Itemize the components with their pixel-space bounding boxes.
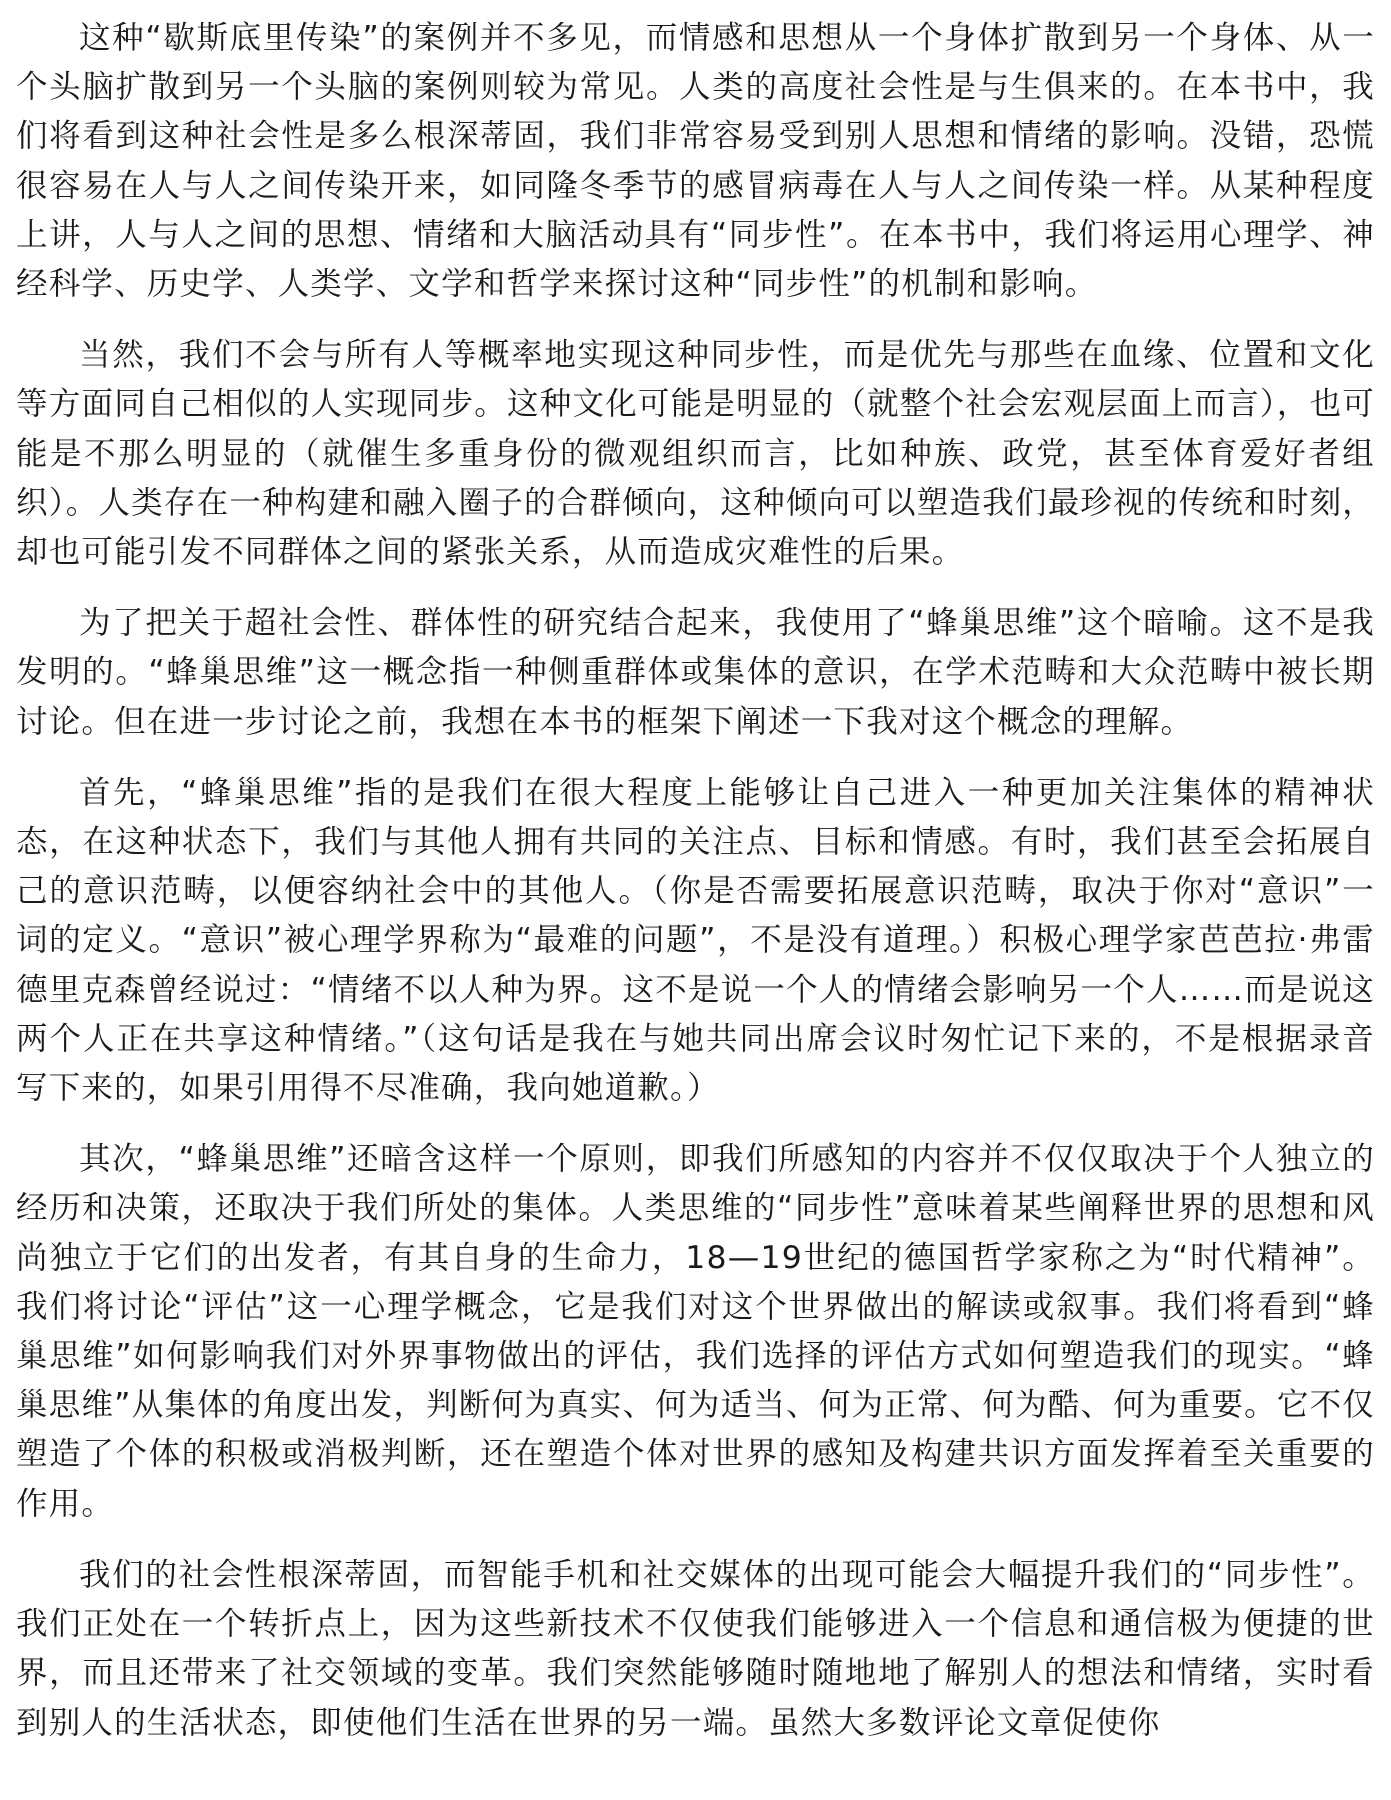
paragraph-3: 为了把关于超社会性、群体性的研究结合起来，我使用了“蜂巢思维”这个暗喻。这不是我发明的。“蜂巢思维”这一概念指一种侧重群体或集体的意识，在学术范畴和大众范畴中被长期讨论。但在进一步讨论之前，我想在本书的框架下阐述一下我对这个概念的理解。 xyxy=(16,605,1375,740)
paragraph-6: 我们的社会性根深蒂固，而智能手机和社交媒体的出现可能会大幅提升我们的“同步性”。我们正处在一个转折点上，因为这些新技术不仅使我们能够进入一个信息和通信极为便捷的世界，而且还带来了社交领域的变革。我们突然能够随时随地地了解别人的想法和情绪，实时看到别人的生活状态，即使他们生活在世界的另一端。虽然大多数评论文章促使你 xyxy=(16,1556,1375,1741)
paragraph-4: 首先，“蜂巢思维”指的是我们在很大程度上能够让自己进入一种更加关注集体的精神状态，在这种状态下，我们与其他人拥有共同的关注点、目标和情感。有时，我们甚至会拓展自己的意识范畴，以便容纳社会中的其他人。（你是否需要拓展意识范畴，取决于你对“意识”一词的定义。“意识”被心理学界称为“最难的问题”，不是没有道理。）积极心理学家芭芭拉·弗雷德里克森曾经说过：“情绪不以人种为界。这不是说一个人的情绪会影响另一个人……而是说这两个人正在共享这种情绪。”（这句话是我在与她共同出席会议时匆忙记下来的，不是根据录音写下来的，如果引用得不尽准确，我向她道歉。） xyxy=(16,774,1375,1107)
paragraph-1: 这种“歇斯底里传染”的案例并不多见，而情感和思想从一个身体扩散到另一个身体、从一个头脑扩散到另一个头脑的案例则较为常见。人类的高度社会性是与生俱来的。在本书中，我们将看到这种社会性是多么根深蒂固，我们非常容易受到别人思想和情绪的影响。没错，恐慌很容易在人与人之间传染开来，如同隆冬季节的感冒病毒在人与人之间传染一样。从某种程度上讲，人与人之间的思想、情绪和大脑活动具有“同步性”。在本书中，我们将运用心理学、神经科学、历史学、人类学、文学和哲学来探讨这种“同步性”的机制和影响。 xyxy=(16,20,1375,303)
paragraph-5: 其次，“蜂巢思维”还暗含这样一个原则，即我们所感知的内容并不仅仅取决于个人独立的经历和决策，还取决于我们所处的集体。人类思维的“同步性”意味着某些阐释世界的思想和风尚独立于它们的出发者，有其自身的生命力，18—19世纪的德国哲学家称之为“时代精神”。我们将讨论“评估”这一心理学概念，它是我们对这个世界做出的解读或叙事。我们将看到“蜂巢思维”如何影响我们对外界事物做出的评估，我们选择的评估方式如何塑造我们的现实。“蜂巢思维”从集体的角度出发，判断何为真实、何为适当、何为正常、何为酷、何为重要。它不仅塑造了个体的积极或消极判断，还在塑造个体对世界的感知及构建共识方面发挥着至关重要的作用。 xyxy=(16,1141,1375,1522)
paragraph-2: 当然，我们不会与所有人等概率地实现这种同步性，而是优先与那些在血缘、位置和文化等方面同自己相似的人实现同步。这种文化可能是明显的（就整个社会宏观层面上而言），也可能是不那么明显的（就催生多重身份的微观组织而言，比如种族、政党，甚至体育爱好者组织）。人类存在一种构建和融入圈子的合群倾向，这种倾向可以塑造我们最珍视的传统和时刻，却也可能引发不同群体之间的紧张关系，从而造成灾难性的后果。 xyxy=(16,337,1375,571)
document-page xyxy=(16,14,1375,1748)
